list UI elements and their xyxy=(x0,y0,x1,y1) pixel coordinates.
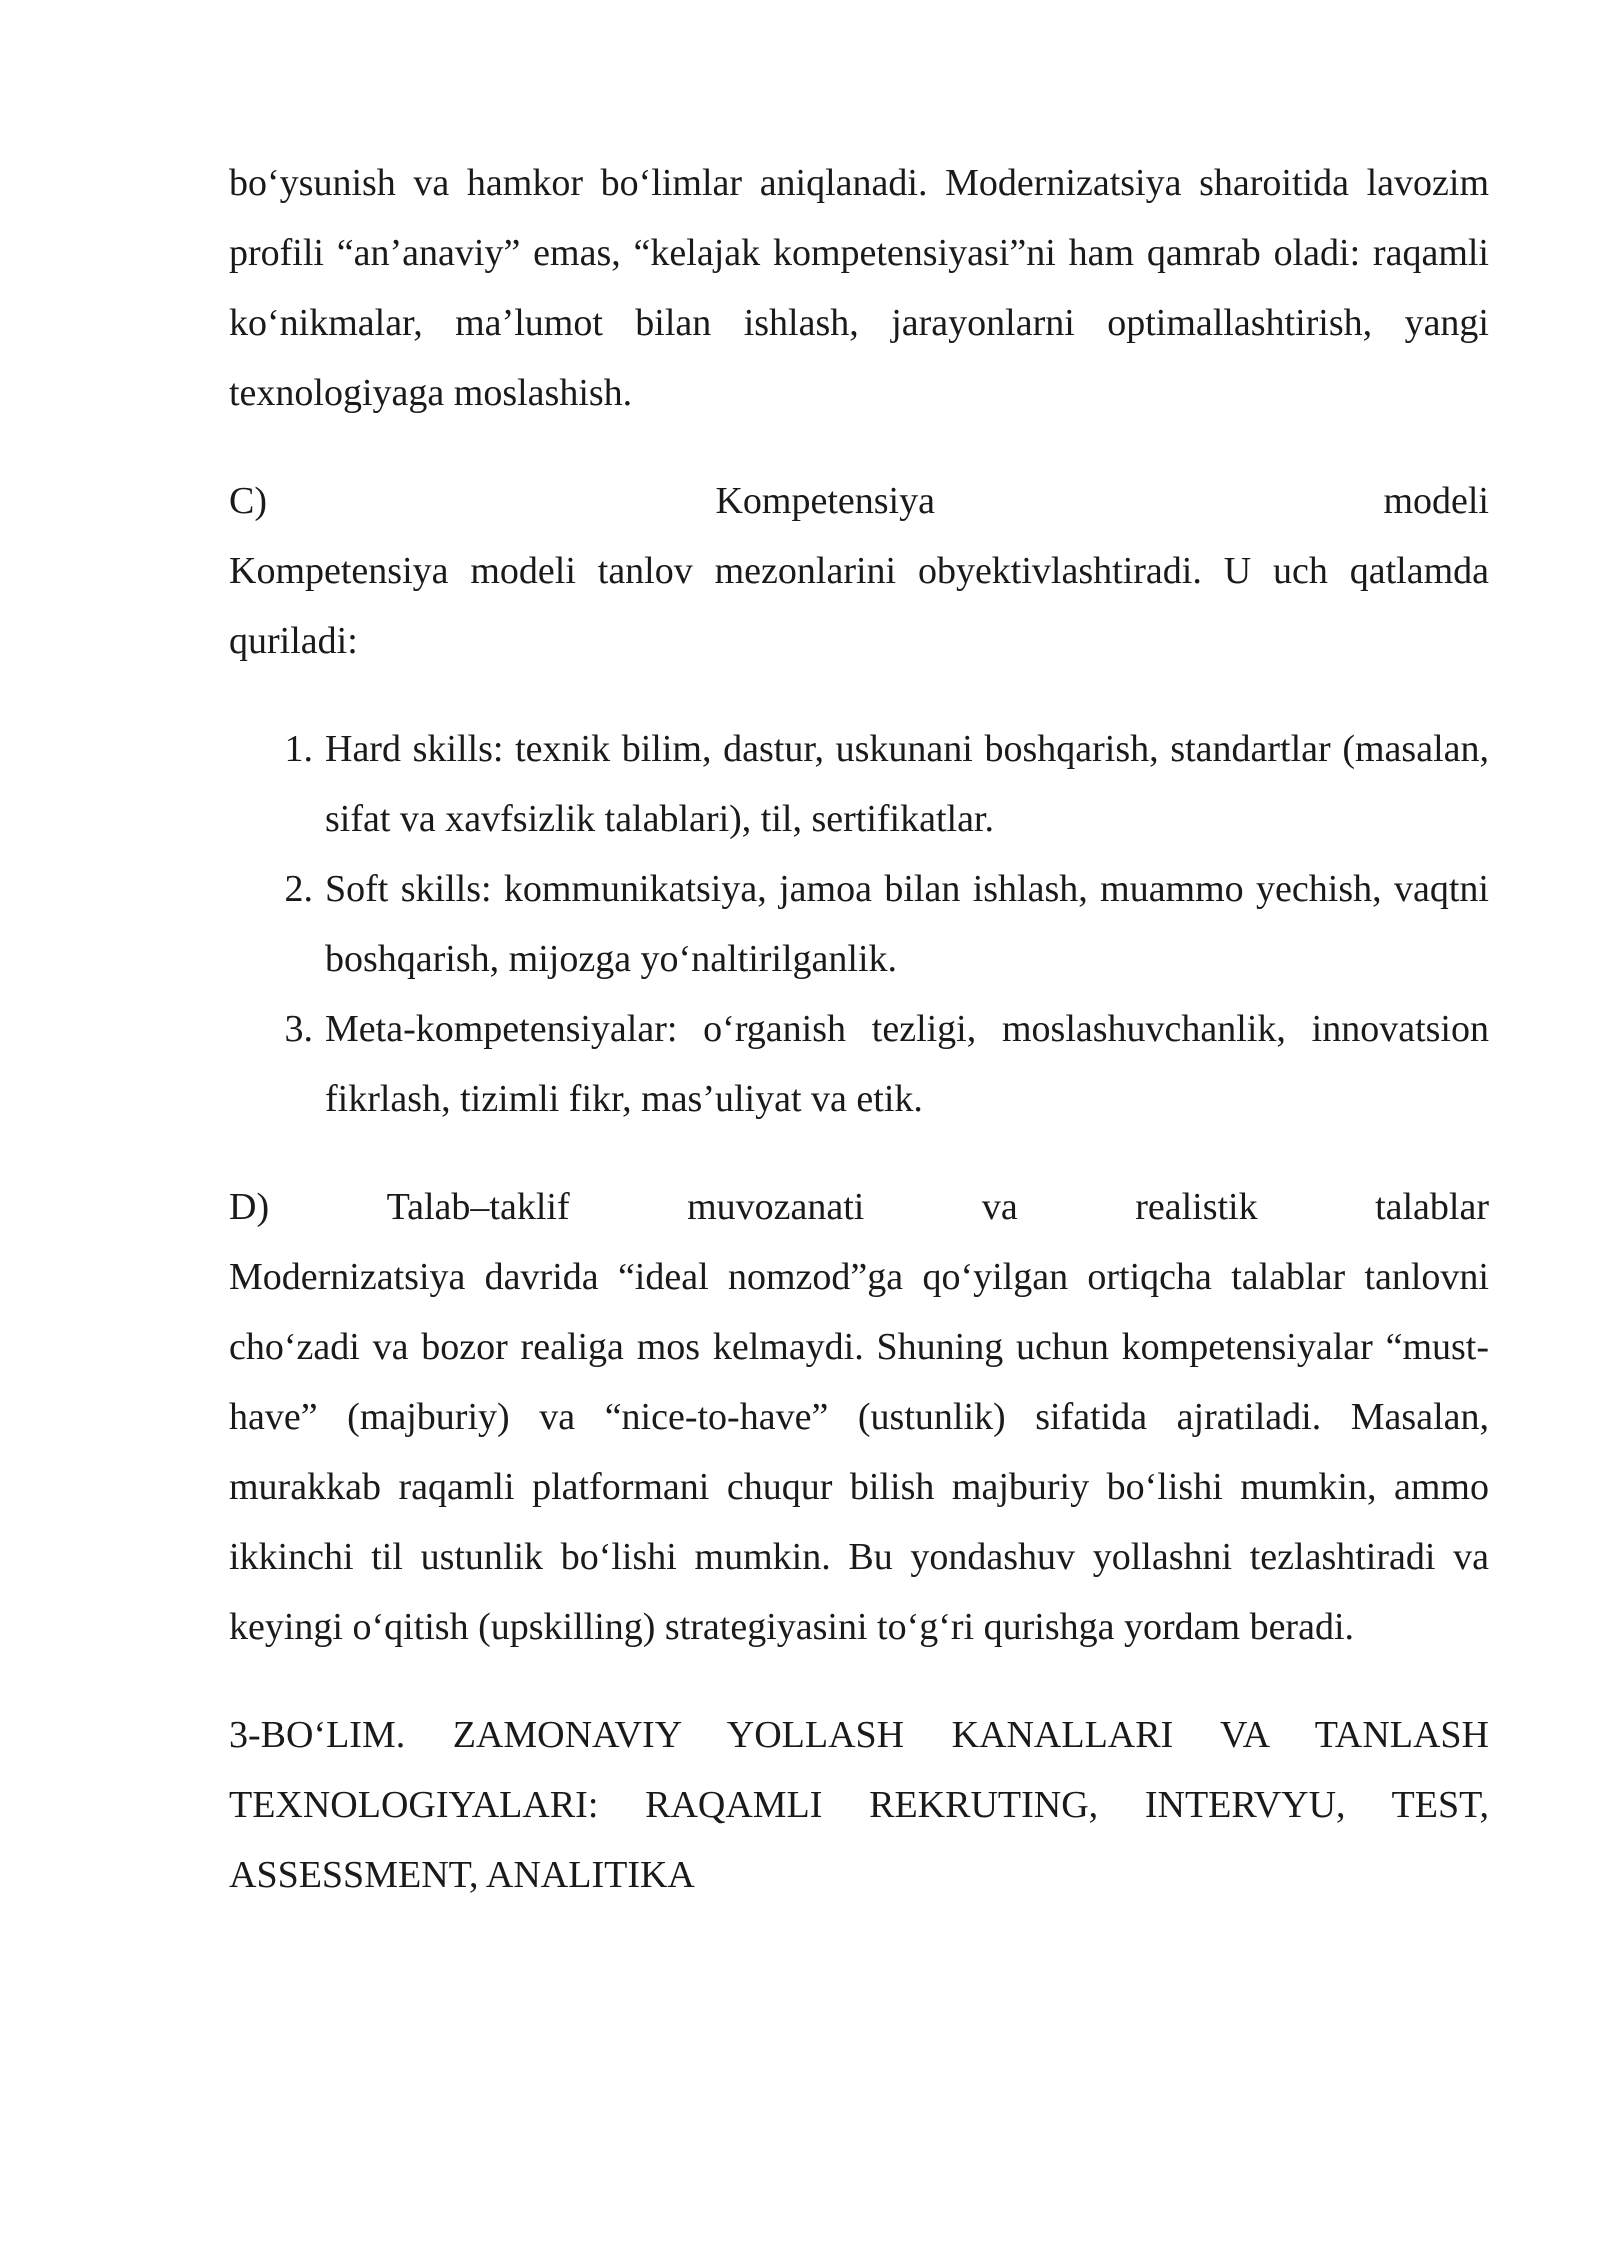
list-item-text: Soft skills: kommunikatsiya, jamoa bilan ishlash, muammo yechish, vaqtni boshqarish, mijozga yo‘naltirilganlik. xyxy=(325,868,1489,980)
section-d-heading-word: D) xyxy=(229,1186,270,1228)
list-item-number: 2. xyxy=(284,868,313,910)
skills-list xyxy=(229,714,1489,1134)
document-page xyxy=(229,148,1489,1910)
section-d-heading-word: Talab–taklif xyxy=(386,1186,570,1228)
section-3-title: 3-BO‘LIM. ZAMONAVIY YOLLASH KANALLARI VA TANLASH TEXNOLOGIYALARI: RAQAMLI REKRUTING, INTERVYU, TEST, ASSESSMENT, ANALITIKA xyxy=(229,1714,1489,1896)
section-d-heading xyxy=(229,1172,1489,1242)
section-d-heading-word: va xyxy=(981,1186,1018,1228)
section-c-heading xyxy=(229,466,1489,536)
section-d-heading-word: realistik xyxy=(1135,1186,1258,1228)
list-item xyxy=(229,854,1489,994)
section-c-heading-word: C) xyxy=(229,480,267,522)
section-c-body: Kompetensiya modeli tanlov mezonlarini obyektivlashtiradi. U uch qatlamda quriladi: xyxy=(229,550,1489,662)
section-d-heading-word: muvozanati xyxy=(687,1186,865,1228)
list-item-text: Meta-kompetensiyalar: o‘rganish tezligi, moslashuvchanlik, innovatsion fikrlash, tizimli fikr, mas’uliyat va etik. xyxy=(325,1008,1489,1120)
list-item-number: 1. xyxy=(284,728,313,770)
list-item xyxy=(229,714,1489,854)
section-c-heading-word: Kompetensiya xyxy=(715,480,935,522)
section-d-heading-word: talablar xyxy=(1375,1186,1489,1228)
intro-paragraph: bo‘ysunish va hamkor bo‘limlar aniqlanadi. Modernizatsiya sharoitida lavozim profili “an’anaviy” emas, “kelajak kompetensiyasi”ni ham qamrab oladi: raqamli ko‘nikmalar, ma’lumot bilan ishlash, jarayonlarni optimallashtirish, yangi texnologiyaga moslashish. xyxy=(229,162,1489,414)
section-d xyxy=(229,1172,1489,1662)
list-item-number: 3. xyxy=(284,1008,313,1050)
section-c-heading-word: modeli xyxy=(1383,480,1489,522)
list-item-text: Hard skills: texnik bilim, dastur, uskunani boshqarish, standartlar (masalan, sifat va xavfsizlik talablari), til, sertifikatlar. xyxy=(325,728,1489,840)
section-c xyxy=(229,466,1489,676)
list-item xyxy=(229,994,1489,1134)
section-d-body: Modernizatsiya davrida “ideal nomzod”ga qo‘yilgan ortiqcha talablar tanlovni cho‘zadi va bozor realiga mos kelmaydi. Shuning uchun kompetensiyalar “must-have” (majburiy) va “nice-to-have” (ustunlik) sifatida ajratiladi. Masalan, murakkab raqamli platformani chuqur bilish majburiy bo‘lishi mumkin, ammo ikkinchi til ustunlik bo‘lishi mumkin. Bu yondashuv yollashni tezlashtiradi va keyingi o‘qitish (upskilling) strategiyasini to‘g‘ri qurishga yordam beradi. xyxy=(229,1256,1489,1648)
